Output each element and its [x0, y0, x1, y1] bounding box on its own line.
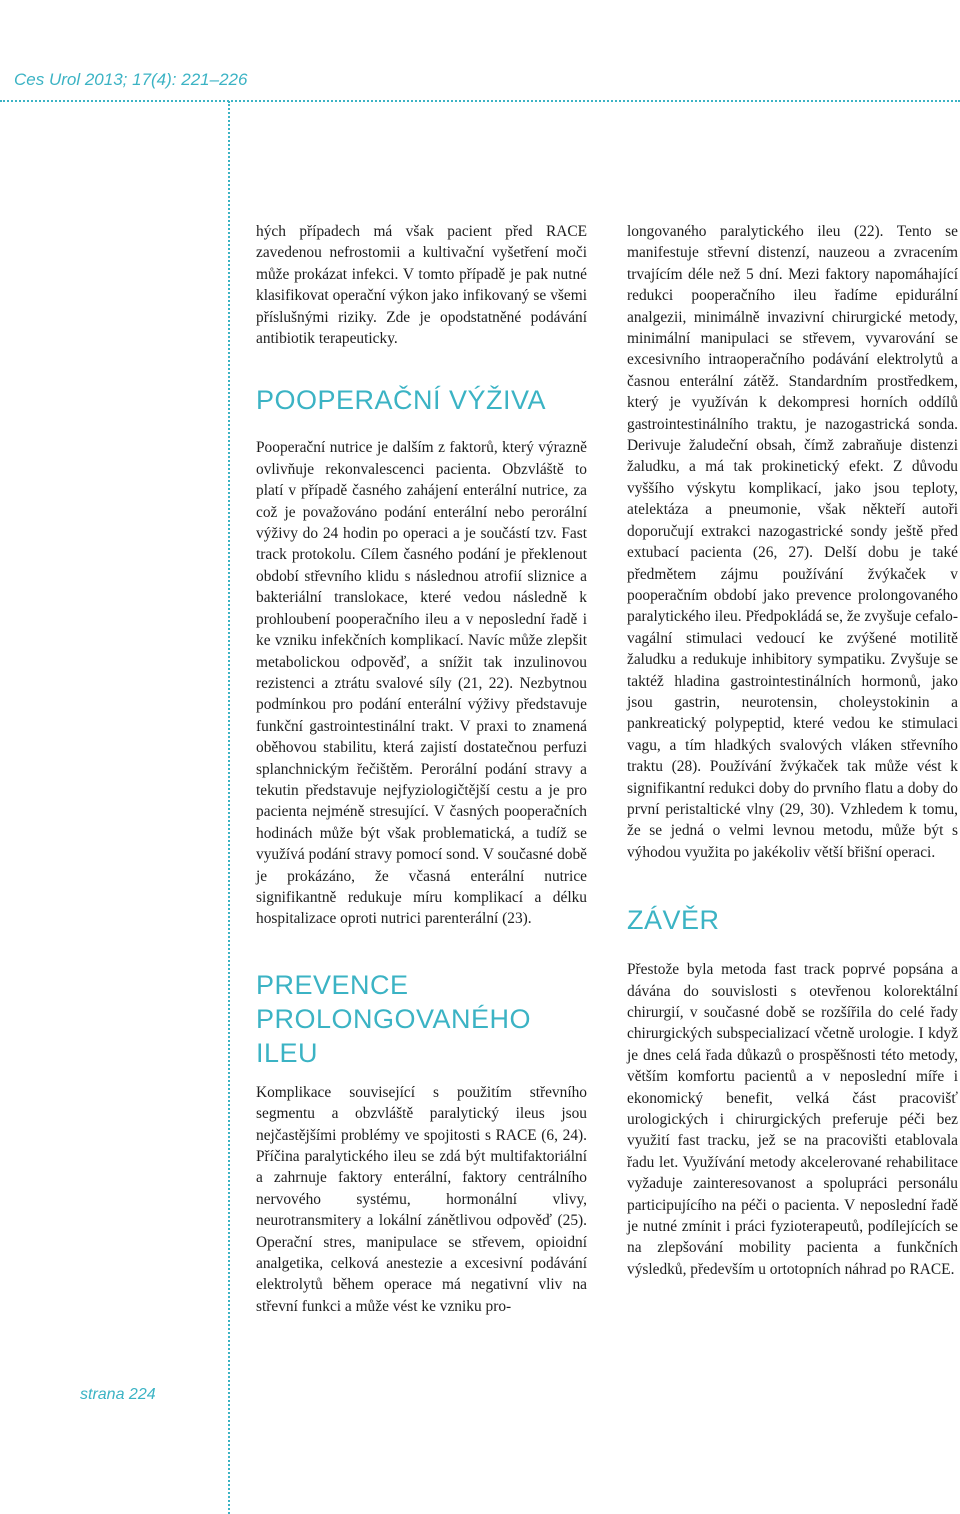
page-number: strana 224 — [80, 1386, 156, 1403]
intro-paragraph: hých případech má však pacient před RACE zavedenou nefrostomii a kultivační vyšetření moči může prokázat infekci. V tomto případě je pak nutné klasifikovat operační výkon jako infikovaný se všemi příslušnými riziky. Zde je opodstatněné podávání antibiotik terapeuticky. — [256, 223, 587, 348]
heading-ileus-prevention: PREVENCE PROLONGOVANÉHO ILEU — [256, 969, 532, 1068]
paragraph-ileus-continued: longovaného paralytického ileu (22). Tento se manifestuje střevní distenzí, nauzeou a zvracením trvajícím déle než 5 dní. Mezi faktory napomáhající redukci pooperačního ileu řadíme epidurální analgezii, minimálně invazivní chirurgické metody, minimální manipulaci se střevem, vyvarování se excesivního intraoperačního podávání elektrolytů a časnou enterální zátěž. Standardním prostředkem, který je využíván k dekompresi horních oddílů gastrointestinálního traktu, je nazogastrická sonda. Derivuje žaludeční obsah, čímž zabraňuje distenzi žaludku, a má tak prokinetický efekt. Z důvodu vyššího výskytu komplikací, jako jsou teploty, atelektáza a pneumonie, však někteří autoři doporučují extrakci nazogastrické sondy ještě před extubací pacienta (26, 27). Delší dobu je také předmětem zájmu používání žvýkaček v pooperačním období jako prevence prolongovaného paralytického ileu. Předpokládá se, že zvyšuje cefalo-vagální stimulaci vedoucí ke zvýšené motilitě žaludku a redukuje inhibitory sympatiku. Zvyšuje se taktéž hladina gastrointestinálních hormonů, jako jsou gastrin, neurotensin, choleystokinin a pankreatický polypeptid, které vedou ke stimulaci vagu, a tím hladkých svalových vláken střevního traktu (28). Používání žvýkaček tak může vést k signifikantní redukci doby do prvního flatu a doby do první peristaltické vlny (29, 30). Vzhledem k tomu, že se jedná o velmi levnou metodu, může být s výhodou využita po jakékoliv větší břišní operaci. — [627, 223, 958, 861]
paragraph-conclusion: Přestože byla metoda fast track poprvé popsána a dávána do souvislosti s otevřenou kolorektální chirurgií, v současné době se rozšířila do celé řady chirurgických subspecializací včetně urologie. I když je dnes celá řada důkazů o prospěšnosti této metody, větším komfortu pacientů a v neposlední míře i ekonomický benefit, velká část pracovišť urologických i chirurgických preferuje péči bez využití fast tracku, jež se na pracovišti etablovala řadu let. Využívání metody akcelerované rehabilitace vyžaduje zainteresovanost a spolupráci personálu participujícího na péči o pacienta. V neposlední řadě je nutné zmínit i práci fyzioterapeutů, podílejících se na zlepšování mobility pacienta a funkčních výsledků, především u ortotopních náhrad po RACE. — [627, 961, 958, 1278]
header-divider — [0, 100, 960, 102]
margin-divider — [228, 101, 230, 1514]
left-column — [256, 221, 587, 1317]
journal-reference: Ces Urol 2013; 17(4): 221–226 — [14, 70, 248, 89]
heading-postoperative-nutrition: POOPERAČNÍ VÝŽIVA — [256, 385, 547, 416]
heading-conclusion: ZÁVĚR — [627, 905, 720, 936]
paragraph-ileus-prevention: Komplikace související s použitím střevního segmentu a obzvláště paralytický ileus jsou nejčastějšími problémy ve spojitosti s RACE (6, 24). Příčina paralytického ileu se zdá být multifaktoriální a zahrnuje faktory enterální, faktory centrálního nervového systému, hormonální vlivy, neurotransmitery a lokální zánětlivou odpověď (25). Operační stres, manipulace se střevem, opioidní analgetika, celková anestezie a excesivní podávání elektrolytů během operace má negativní vliv na střevní funkci a může vést ke vzniku pro- — [256, 1083, 587, 1315]
paragraph-postoperative-nutrition: Pooperační nutrice je dalším z faktorů, který výrazně ovlivňuje rekonvalescenci pacienta. Obzvláště to platí v případě časného zahájení enterální nutrice, za což je považováno podání enterální nebo perorální výživy do 24 hodin po operaci a je součástí tzv. Fast track protokolu. Cílem časného podání je překlenout období střevního klidu s následnou atrofií sliznice a bakteriální translokace, které vedou následně k prohloubení pooperačního ileu a v neposlední řadě i ke vzniku infekčních komplikací. Navíc může zlepšit metabolickou odpověď, a snížit tak inzulinovou rezistenci a ztrátu svalové síly (21, 22). Nezbytnou podmínkou pro podání enterální výživy představuje funkční gastrointestinální trakt. V praxi to znamená oběhovou stabilitu, která zajistí dostatečnou perfuzi splanchnickým řečištěm. Perorální podání stravy a tekutin představuje nejfyziologičtější cestu a je pro pacienta nejméně stresující. V časných pooperačních hodinách může být však problematická, a tudíž se využívá podání stravy pomocí sond. V současné době je prokázáno, že včasná enterální nutrice signifikantně redukuje míru komplikací a délku hospitalizace oproti nutrici parenterální (23). — [256, 439, 587, 928]
right-column — [627, 221, 958, 1280]
